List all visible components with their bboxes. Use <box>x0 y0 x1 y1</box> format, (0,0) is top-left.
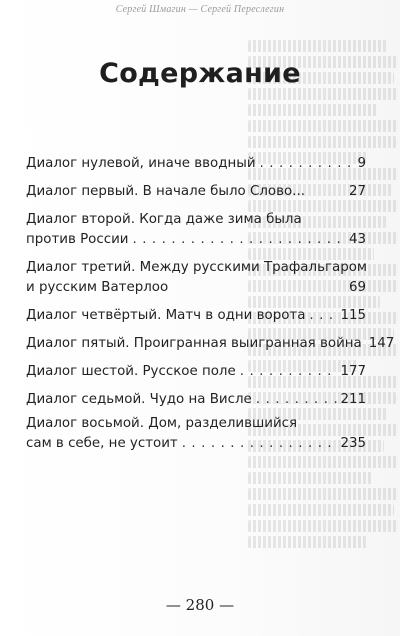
toc-entry-7[interactable] <box>26 390 366 410</box>
toc-entry-title: Диалог первый. В начале было Слово... <box>26 184 305 199</box>
toc-entry-page: 69 <box>348 280 366 295</box>
toc-entry-page: 115 <box>340 308 366 323</box>
toc-entry-page: 147 <box>368 336 395 351</box>
toc-entry-page: 211 <box>340 392 366 407</box>
toc-entry-title-cont: и русским Ватерлоо <box>26 280 169 295</box>
toc-entry-3[interactable] <box>26 258 366 298</box>
toc-entry-6[interactable] <box>26 362 366 382</box>
toc-entry-4[interactable] <box>26 306 366 326</box>
toc-entry-5[interactable] <box>26 334 395 354</box>
dot-leader <box>133 230 346 250</box>
toc-entry-page: 9 <box>357 156 366 171</box>
toc-entry-title: Диалог восьмой. Дом, разделившийся <box>26 416 298 431</box>
dot-leader <box>240 362 338 382</box>
dot-leader <box>182 434 338 454</box>
toc-entry-title-cont: сам в себе, не устоит <box>26 436 178 451</box>
page-number: — 280 — <box>165 596 235 614</box>
toc-entry-title: Диалог нулевой, иначе вводный <box>26 156 256 171</box>
toc-entry-title: Диалог четвёртый. Матч в одни ворота <box>26 308 306 323</box>
toc-entry-title: Диалог второй. Когда даже зима была <box>26 212 302 227</box>
table-of-contents <box>26 154 395 454</box>
dot-leader <box>260 154 351 174</box>
toc-entry-page: 27 <box>348 184 366 199</box>
toc-entry-title: Диалог пятый. Проигранная выигранная война <box>26 336 362 351</box>
page-title: Содержание <box>99 58 301 89</box>
running-header: Сергей Шмагин — Сергей Переслегин <box>115 4 285 15</box>
toc-entry-title: Диалог третий. Между русскими Трафальгаром <box>26 260 367 275</box>
toc-entry-page: 177 <box>340 364 366 379</box>
toc-entry-title: Диалог седьмой. Чудо на Висле <box>26 392 252 407</box>
toc-entry-title-cont: против России <box>26 232 129 247</box>
toc-entry-0[interactable] <box>26 154 366 174</box>
toc-entry-8[interactable] <box>26 414 366 454</box>
dot-leader <box>309 306 337 326</box>
toc-entry-page: 235 <box>340 436 366 451</box>
toc-entry-title: Диалог шестой. Русское поле <box>26 364 236 379</box>
toc-entry-2[interactable] <box>26 210 366 250</box>
toc-entry-page: 43 <box>348 232 366 247</box>
toc-entry-1[interactable] <box>26 182 366 202</box>
dot-leader <box>256 390 338 410</box>
